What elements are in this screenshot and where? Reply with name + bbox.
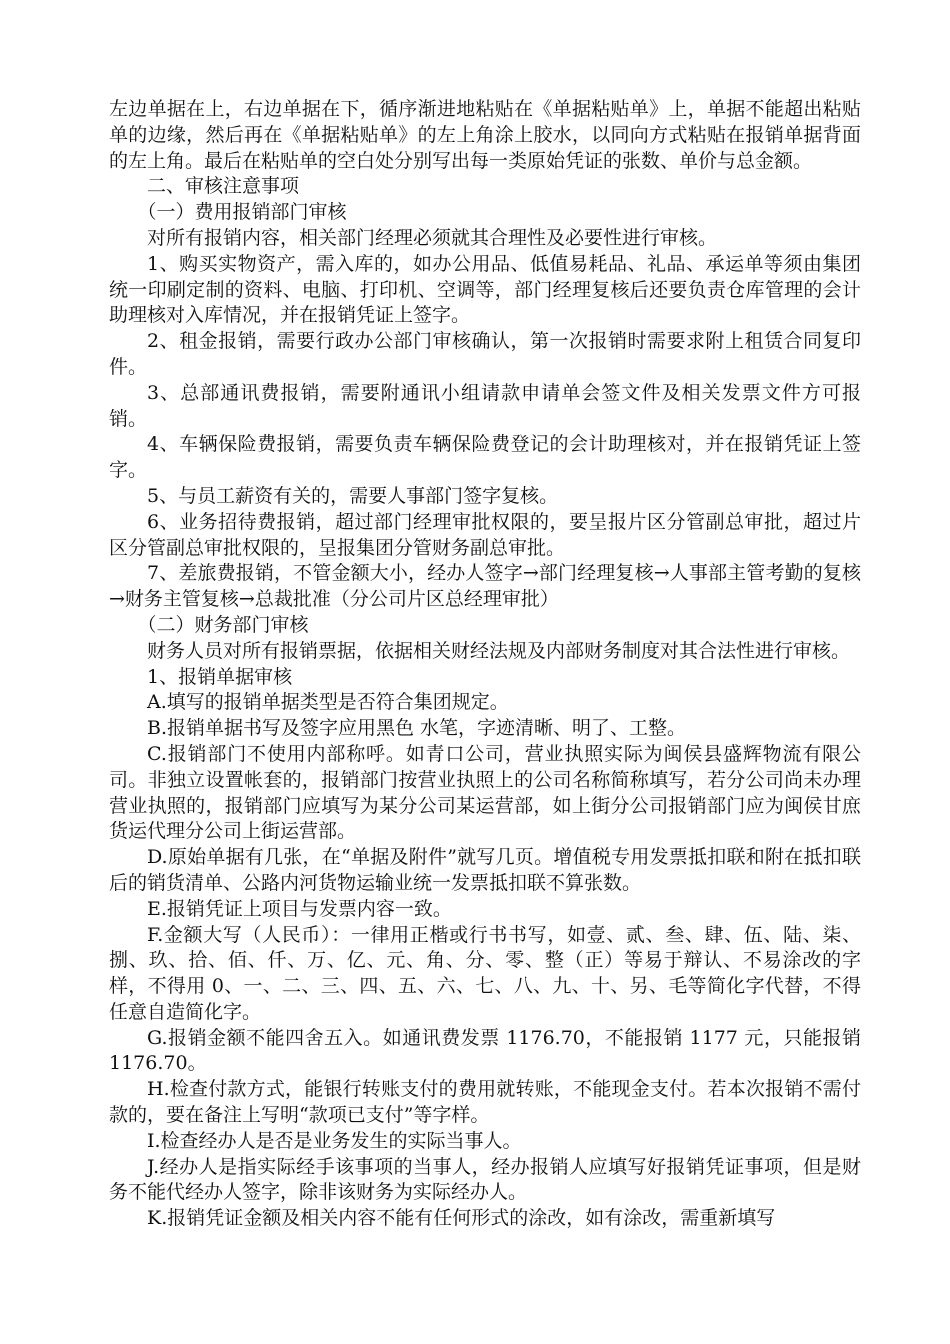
heading-audit-notes: 二、审核注意事项 <box>147 175 300 198</box>
heading-finance-audit: （二）财务部门审核 <box>137 613 309 636</box>
document-body <box>109 97 861 1232</box>
paragraph-item-i: I.检查经办人是否是业务发生的实际当事人。 <box>147 1129 522 1152</box>
paragraph-item-7: 7、差旅费报销，不管金额大小，经办人签字→部门经理复核→人事部主管考勤的复核→财务主管复核→总裁批准（分公司片区总经理审批） <box>109 562 861 611</box>
heading-receipt-audit: 1、报销单据审核 <box>147 665 293 688</box>
paragraph-item-f: F.金额大写（人民币）：一律用正楷或行书书写，如壹、贰、叁、肆、伍、陆、柒、捌、玖、拾、佰、仟、万、亿、元、角、分、零、整（正）等易于辩认、不易涂改的字样，不得用 0、一、二、三、四、五、六、七、八、九、十、另、毛等简化字代替，不得任意自造简化字。 <box>109 923 861 1023</box>
paragraph-item-d: D.原始单据有几张，在“单据及附件”就写几页。增值税专用发票抵扣联和附在抵扣联后的销货清单、公路内河货物运输业统一发票抵扣联不算张数。 <box>109 846 861 894</box>
paragraph-item-4: 4、车辆保险费报销，需要负责车辆保险费登记的会计助理核对，并在报销凭证上签字。 <box>109 433 861 482</box>
paragraph-manager-review: 对所有报销内容，相关部门经理必须就其合理性及必要性进行审核。 <box>147 226 718 249</box>
paragraph-item-5: 5、与员工薪资有关的，需要人事部门签字复核。 <box>147 484 559 507</box>
paragraph-item-1: 1、购买实物资产，需入库的，如办公用品、低值易耗品、礼品、承运单等须由集团统一印刷定制的资料、电脑、打印机、空调等，部门经理复核后还要负责仓库管理的会计助理核对入库情况，并在报销凭证上签字。 <box>109 252 861 327</box>
paragraph-item-g: G.报销金额不能四舍五入。如通讯费发票 1176.70，不能报销 1177 元，只能报销 1176.70。 <box>109 1026 861 1075</box>
paragraph-item-a: A.填写的报销单据类型是否符合集团规定。 <box>147 691 509 714</box>
paragraph-item-3: 3、总部通讯费报销，需要附通讯小组请款申请单会签文件及相关发票文件方可报销。 <box>109 381 861 430</box>
paragraph-item-e: E.报销凭证上项目与发票内容一致。 <box>147 897 452 920</box>
paragraph-item-6: 6、业务招待费报销，超过部门经理审批权限的，要呈报片区分管副总审批，超过片区分管副总审批权限的，呈报集团分管财务副总审批。 <box>109 510 861 559</box>
paragraph-item-h: H.检查付款方式，能银行转账支付的费用就转账，不能现金支付。若本次报销不需付款的，要在备注上写明“款项已支付”等字样。 <box>109 1078 861 1127</box>
paragraph-finance-review: 财务人员对所有报销票据，依据相关财经法规及内部财务制度对其合法性进行审核。 <box>147 639 851 662</box>
paragraph-item-j: J.经办人是指实际经手该事项的当事人，经办报销人应填写好报销凭证事项，但是财务不能代经办人签字，除非该财务为实际经办人。 <box>109 1155 861 1204</box>
paragraph-item-c: C.报销部门不使用内部称呼。如青口公司，营业执照实际为闽侯县盛辉物流有限公司。非独立设置帐套的，报销部门按营业执照上的公司名称简称填写，若分公司尚未办理营业执照的，报销部门应填写为某分公司某运营部，如上街分公司报销部门应为闽侯甘庶货运代理分公司上街运营部。 <box>109 742 861 843</box>
paragraph-item-k: K.报销凭证金额及相关内容不能有任何形式的涂改，如有涂改，需重新填写 <box>147 1207 776 1230</box>
paragraph-receipt-pasting: 左边单据在上，右边单据在下，循序渐进地粘贴在《单据粘贴单》上，单据不能超出粘贴单的边缘，然后再在《单据粘贴单》的左上角涂上胶水，以同向方式粘贴在报销单据背面的左上角。最后在粘贴单的空白处分别写出每一类原始凭证的张数、单价与总金额。 <box>109 98 861 172</box>
heading-department-audit: （一）费用报销部门审核 <box>137 201 347 224</box>
paragraph-item-2: 2、租金报销，需要行政办公部门审核确认，第一次报销时需要求附上租赁合同复印件。 <box>109 330 861 378</box>
paragraph-item-b: B.报销单据书写及签字应用黑色 水笔，字迹清晰、明了、工整。 <box>147 717 687 740</box>
